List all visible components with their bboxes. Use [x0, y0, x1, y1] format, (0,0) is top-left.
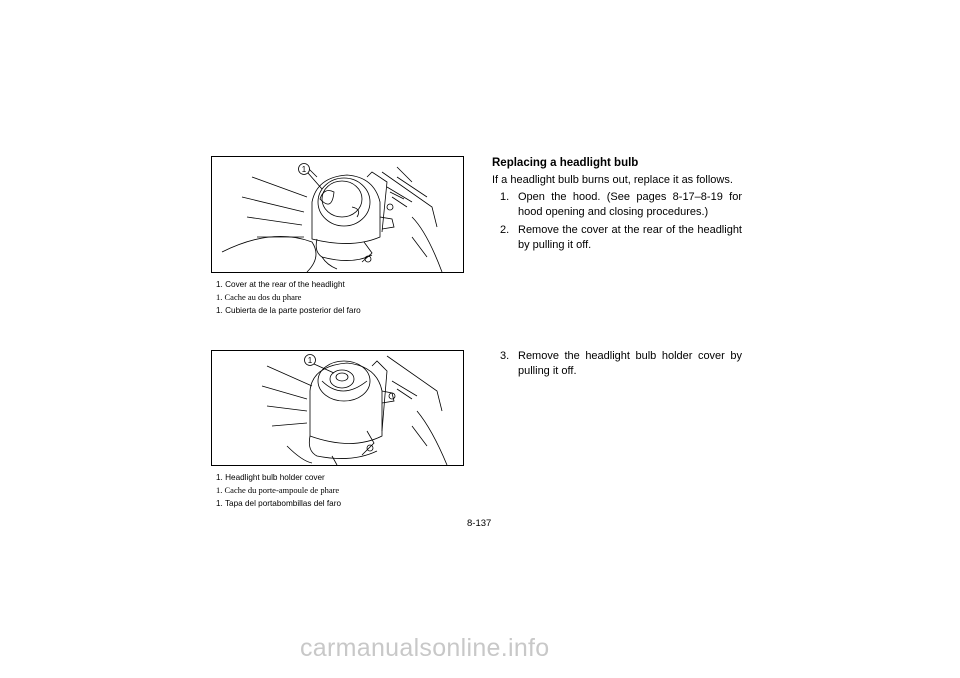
section-heading: Replacing a headlight bulb — [492, 157, 639, 169]
section-intro: If a headlight bulb burns out, replace it as follows. — [492, 174, 733, 186]
procedure-step — [492, 223, 742, 253]
step-text: Remove the headlight bulb holder cover by pulling it off. — [518, 350, 742, 377]
bulb-holder-cover-drawing — [212, 351, 463, 465]
procedure-section — [492, 156, 742, 256]
caption-french: 1. Cache au dos du phare — [216, 292, 302, 302]
headlight-rear-cover-drawing — [212, 157, 463, 272]
callout-number: 1 — [307, 356, 313, 365]
page-number: 8-137 — [467, 518, 492, 529]
caption-french: 1. Cache du porte-ampoule de phare — [216, 485, 340, 495]
procedure-step — [492, 349, 742, 379]
step-text: Remove the cover at the rear of the headlight by pulling it off. — [518, 224, 742, 251]
callout-marker-1 — [299, 164, 323, 190]
step-number: 3. — [500, 350, 510, 362]
step-text: Open the hood. (See pages 8-17–8-19 for hood opening and closing procedures.) — [518, 191, 742, 218]
procedure-step — [492, 190, 742, 220]
site-watermark: carmanualsonline.info — [300, 634, 550, 662]
figure-1-captions — [216, 278, 476, 317]
headlight-rear-cover-illustration — [211, 156, 464, 273]
figure-2-captions — [216, 471, 476, 510]
callout-number: 1 — [301, 165, 307, 174]
procedure-continued — [492, 349, 742, 382]
step-number: 2. — [500, 224, 510, 236]
step-number: 1. — [500, 191, 510, 203]
caption-english: 1. Headlight bulb holder cover — [216, 473, 325, 482]
caption-spanish: 1. Cubierta de la parte posterior del faro — [216, 306, 361, 315]
caption-spanish: 1. Tapa del portabombillas del faro — [216, 499, 342, 508]
bulb-holder-cover-illustration — [211, 350, 464, 466]
callout-marker-1 — [305, 355, 335, 374]
caption-english: 1. Cover at the rear of the headlight — [216, 280, 345, 289]
